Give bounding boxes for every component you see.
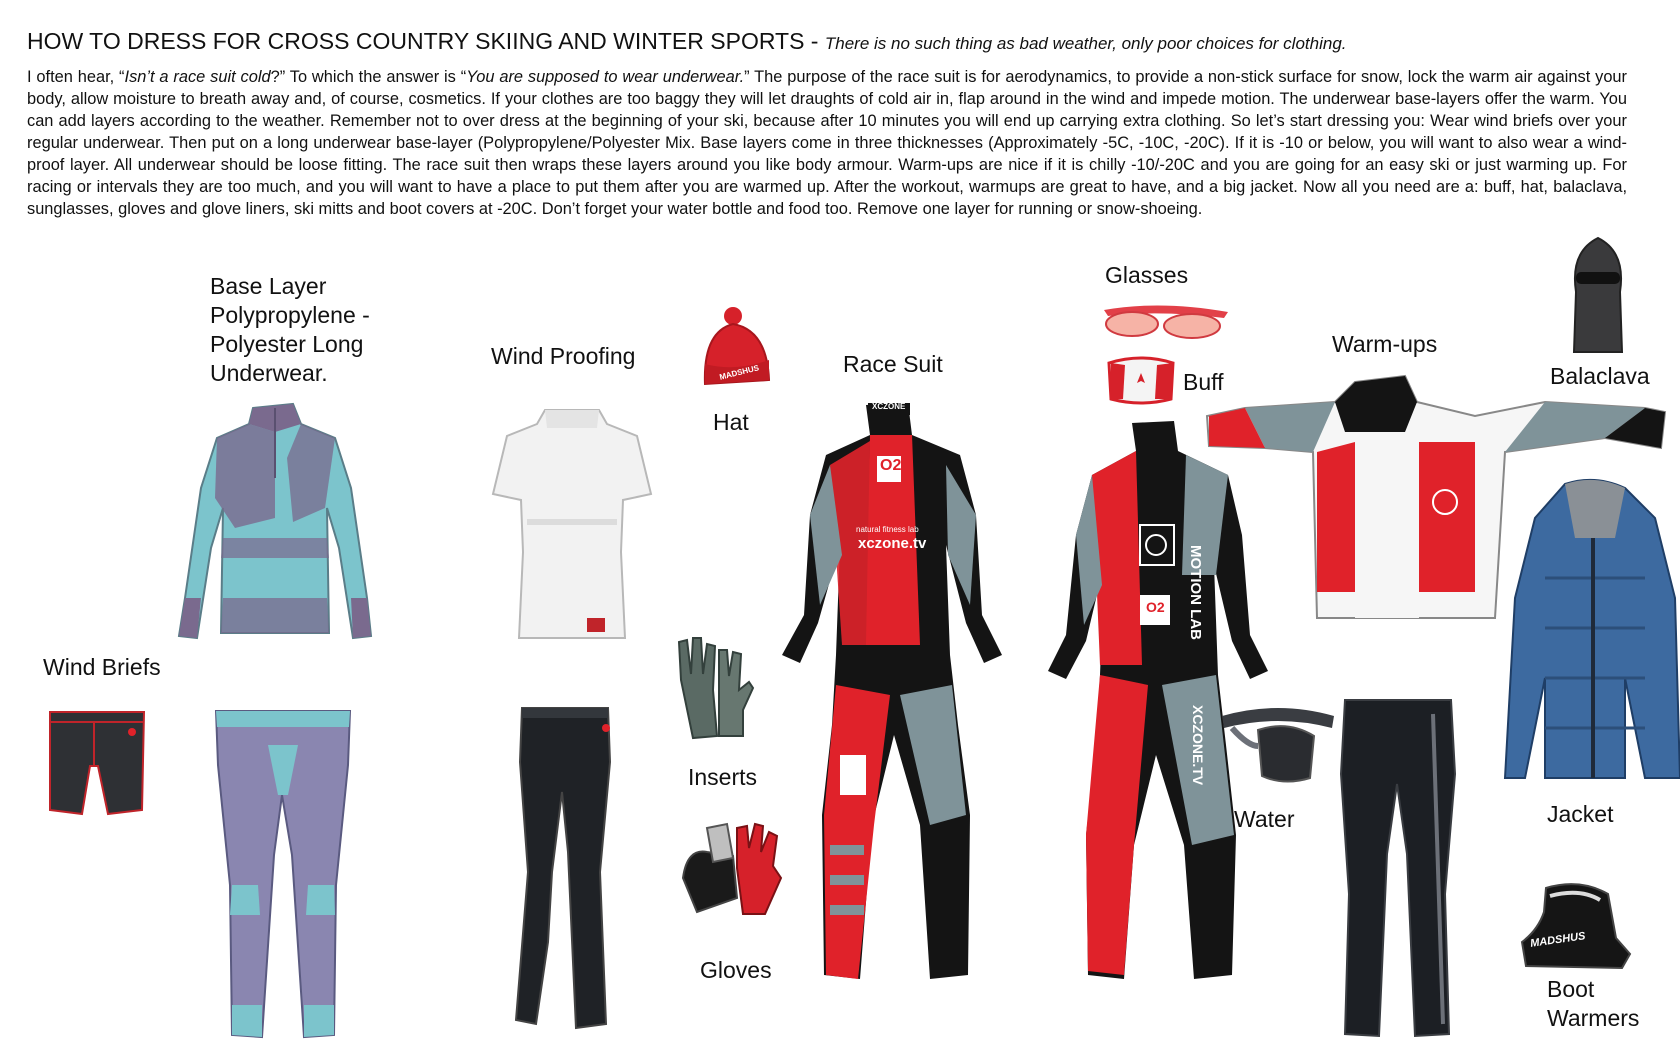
label-wind-proofing: Wind Proofing	[491, 343, 636, 369]
label-race-suit: Race Suit	[843, 351, 943, 377]
intro-quote-2: You are supposed to wear underwear.	[466, 68, 745, 86]
label-hat: Hat	[713, 409, 749, 435]
race-suit-lab-text: natural fitness lab	[856, 525, 919, 534]
base-layer-top-image	[175, 398, 385, 643]
label-base-layer-line-4: Underwear.	[210, 360, 328, 386]
label-balaclava: Balaclava	[1550, 363, 1650, 389]
wind-proofing-pants-image	[510, 702, 620, 1032]
page-title	[27, 28, 1667, 55]
race-suit-motion-text: MOTION LAB	[1187, 545, 1204, 640]
label-boot-warmers-line-1: Boot	[1547, 976, 1595, 1002]
label-base-layer	[210, 272, 370, 388]
jacket-image	[1505, 478, 1680, 788]
label-boot-warmers	[1547, 975, 1639, 1033]
intro-part-3: ” The purpose of the race suit is for aerodynamics, to provide a non-stick surface for snow, lock the warm air against your body, allow moisture to breath away and, of course, cosmetics. If your clothes are too baggy they will let draughts of cold air in, flap around in the wind and impede motion. The underwear base-layers offer the warm. You can add layers according to the weather. Remember not to over dress at the beginning of your ski, because after 10 minutes you will end up carrying extra clothing. So let’s start dressing you: Wear wind briefs over your regular underwear. Then put on a long underwear base-layer (Polypropylene/Polyester Mix. Base layers come in three thicknesses (Approximately -5C, -10C, -20C). If it is -10 or below, you will want to also wear a wind-proof layer. All underwear should be loose fitting. The race suit then wraps these layers around you like body armour. Warm-ups are nice if it is chilly -10/-20C and you are going for an easy ski or just warming up. For racing or intervals they are too much, and you will want to have a place to put them after you are warmed up. After the workout, warmups are great to have, and a big jacket. Now all you need are a: buff, hat, balaclava, sunglasses, gloves and glove liners, ski mitts and boot covers at -20C. Don’t forget your water bottle and food too. Remove one layer for running or snow-shoeing.	[27, 68, 1628, 218]
wind-proofing-shirt-image	[487, 402, 657, 642]
label-buff: Buff	[1183, 369, 1224, 395]
gloves-image	[677, 818, 787, 918]
intro-quote-1: Isn’t a race suit cold	[124, 68, 271, 86]
label-base-layer-line-3: Polyester Long	[210, 331, 364, 357]
race-suit-back-o2: O2	[1146, 599, 1165, 615]
boot-warmers-brand: MADSHUS	[1529, 930, 1587, 950]
label-wind-briefs: Wind Briefs	[43, 654, 161, 680]
warm-up-pants-image	[1333, 694, 1463, 1039]
glasses-image	[1100, 300, 1232, 340]
label-water: Water	[1234, 806, 1295, 832]
label-jacket: Jacket	[1547, 801, 1614, 827]
title-subtitle: There is no such thing as bad weather, only poor choices for clothing.	[824, 34, 1347, 53]
base-layer-pants-image	[208, 705, 358, 1045]
label-gloves: Gloves	[700, 957, 772, 983]
buff-image	[1105, 355, 1177, 405]
intro-part-1: I often hear, “	[27, 68, 125, 86]
label-inserts: Inserts	[688, 764, 758, 790]
hat-brand: MADSHUS	[718, 363, 760, 382]
water-belt-image	[1218, 706, 1338, 786]
inserts-image	[673, 630, 757, 740]
race-suit-collar-text: XCZONE	[872, 402, 906, 411]
boot-warmers-image	[1520, 882, 1632, 972]
hat-image	[695, 306, 775, 388]
title-text: HOW TO DRESS FOR CROSS COUNTRY SKIING AND WINTER SPORTS -	[27, 28, 825, 54]
intro-paragraph	[27, 66, 1627, 220]
race-suit-front-image	[770, 395, 1010, 985]
intro-part-2: ?” To which the answer is “	[270, 68, 467, 86]
race-suit-o2: O2	[880, 457, 902, 474]
wind-briefs-image	[46, 706, 148, 818]
balaclava-image	[1564, 232, 1632, 360]
label-base-layer-line-2: Polypropylene -	[210, 302, 370, 328]
label-boot-warmers-line-2: Warmers	[1547, 1005, 1640, 1031]
label-glasses: Glasses	[1105, 262, 1189, 288]
race-suit-site-text: xczone.tv	[858, 535, 927, 552]
label-warm-ups: Warm-ups	[1332, 331, 1438, 357]
race-suit-leg-text: XCZONE.TV	[1190, 705, 1206, 786]
label-base-layer-line-1: Base Layer	[210, 273, 327, 299]
